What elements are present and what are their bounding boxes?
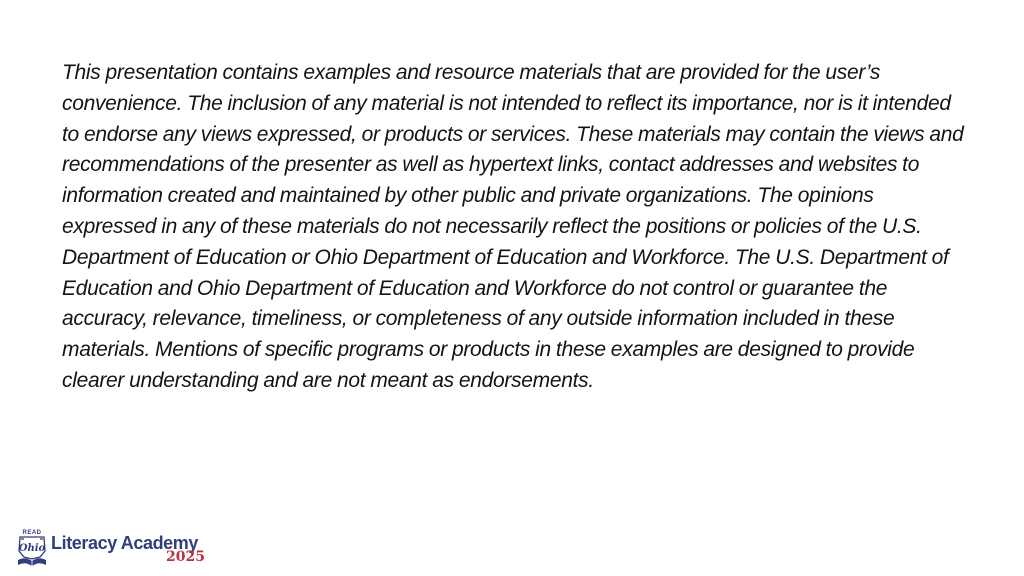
literacy-academy-logo [14, 527, 234, 569]
disclaimer-text: This presentation contains examples and resource materials that are provided for the user’s convenience. The inclusion of any material is not intended to reflect its importance, nor is it intended to endorse any views expressed, or products or services. These materials may contain the views and recommendations of the presenter as well as hypertext links, contact addresses and websites to information created and maintained by other public and private organizations. The opinions expressed in any of these materials do not necessarily reflect the positions or policies of the U.S. Department of Education or Ohio Department of Education and Workforce. The U.S. Department of Education and Ohio Department of Education and Workforce do not control or guarantee the accuracy, relevance, timeliness, or completeness of any outside information included in these materials. Mentions of specific programs or products in these examples are designed to provide clearer understanding and are not meant as endorsements. [62, 61, 964, 392]
logo-name: Literacy Academy [51, 533, 199, 553]
read-ohio-emblem-icon [14, 527, 50, 569]
emblem-state-text: Ohio [18, 543, 46, 554]
emblem-top-text: READ [22, 530, 42, 536]
logo-year: 2025 [166, 549, 205, 565]
